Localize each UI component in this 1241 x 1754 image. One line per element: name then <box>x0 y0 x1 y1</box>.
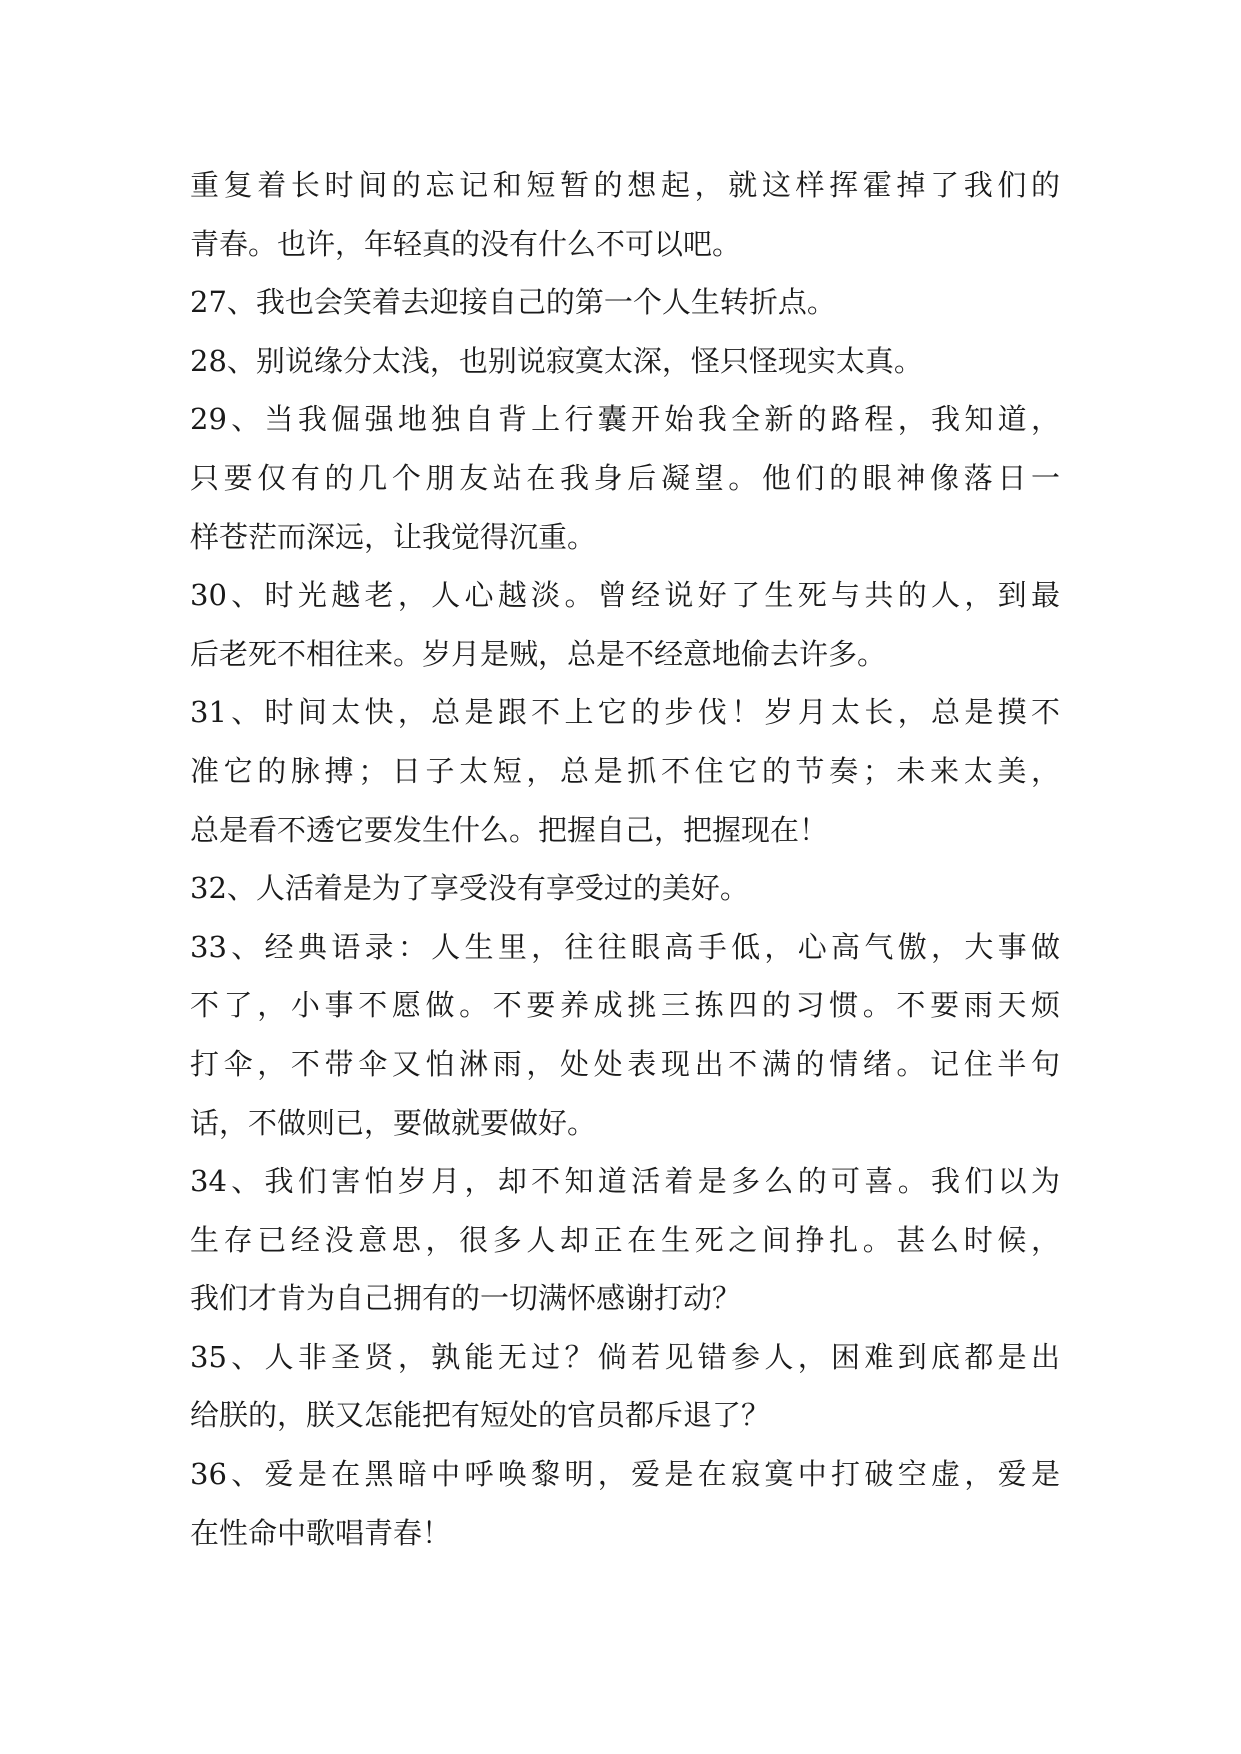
text-line: 生存已经没意思，很多人却正在生死之间挣扎。甚么时候， <box>190 1222 1060 1257</box>
text-line: 给朕的，朕又怎能把有短处的官员都斥退了？ <box>190 1398 771 1433</box>
text-line: 27、我也会笑着去迎接自己的第一个人生转折点。 <box>190 285 836 320</box>
text-line: 后老死不相往来。岁月是贼，总是不经意地偷去许多。 <box>190 636 887 671</box>
text-line: 32、人活着是为了享受没有享受过的美好。 <box>190 871 749 906</box>
text-line: 30、时光越老，人心越淡。曾经说好了生死与共的人，到最 <box>190 578 1060 613</box>
text-line: 34、我们害怕岁月，却不知道活着是多么的可喜。我们以为 <box>190 1164 1060 1199</box>
text-line: 打伞，不带伞又怕淋雨，处处表现出不满的情绪。记住半句 <box>190 1046 1060 1081</box>
document-body <box>190 156 1060 1562</box>
text-line: 33、经典语录：人生里，往往眼高手低，心高气傲，大事做 <box>190 929 1060 964</box>
text-line: 重复着长时间的忘记和短暂的想起，就这样挥霍掉了我们的 <box>190 168 1060 202</box>
text-line: 35、人非圣贤，孰能无过？倘若见错参人，困难到底都是出 <box>190 1339 1060 1374</box>
text-line: 青春。也许，年轻真的没有什么不可以吧。 <box>190 226 742 261</box>
text-line: 样苍茫而深远，让我觉得沉重。 <box>190 519 597 554</box>
text-line: 总是看不透它要发生什么。把握自己，把握现在！ <box>190 812 829 847</box>
text-line: 不了，小事不愿做。不要养成挑三拣四的习惯。不要雨天烦 <box>190 988 1060 1023</box>
text-line: 36、爱是在黑暗中呼唤黎明，爱是在寂寞中打破空虚，爱是 <box>190 1457 1060 1492</box>
text-line: 28、别说缘分太浅，也别说寂寞太深，怪只怪现实太真。 <box>190 343 923 378</box>
text-line: 话，不做则已，要做就要做好。 <box>190 1105 597 1140</box>
text-line: 只要仅有的几个朋友站在我身后凝望。他们的眼神像落日一 <box>190 460 1060 495</box>
text-line: 我们才肯为自己拥有的一切满怀感谢打动？ <box>190 1281 742 1316</box>
text-line: 在性命中歌唱青春！ <box>190 1515 452 1550</box>
text-line: 准它的脉搏；日子太短，总是抓不住它的节奏；未来太美， <box>190 753 1060 788</box>
text-line: 29、当我倔强地独自背上行囊开始我全新的路程，我知道， <box>190 402 1060 437</box>
text-line: 31、时间太快，总是跟不上它的步伐！岁月太长，总是摸不 <box>190 695 1060 730</box>
